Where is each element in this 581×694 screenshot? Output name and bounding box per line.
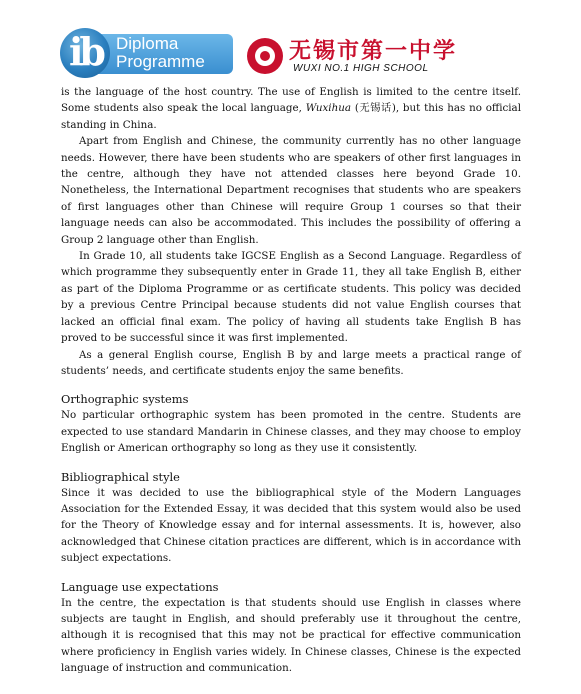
paragraph-grade-10: In Grade 10, all students take IGCSE English as a Second Language. Regardless of which programme they subsequently enter in Grade 11, they all take English B, either as part of the Diploma Programme or as certificate students. This policy was decided by a previous Centre Principal because students did not value English courses that lacked an official final exam. The policy of having all students take English B has proved to be successful since it was first implemented. — [61, 250, 521, 345]
ib-logo-line1: Diploma — [116, 34, 179, 53]
paragraph-orthographic-systems: No particular orthographic system has been promoted in the centre. Students are expected to use standard Mandarin in Chinese classes, and they may choose to employ English or American orthography so long as they use it consistently. — [61, 409, 521, 455]
paragraph-bibliographical-style: Since it was decided to use the bibliographical style of the Modern Languages Association for the Extended Essay, it was decided that this system would also be used for the Theory of Knowledge essay and for internal assessments. It is, however, also acknowledged that Chinese citation practices are different, which is in accordance with subject expectations. — [61, 486, 521, 565]
ib-diploma-logo — [60, 28, 235, 78]
wuxihua-term: Wuxihua — [305, 102, 352, 115]
ib-logo-letters: ib — [69, 29, 103, 74]
paragraph-host-language — [61, 84, 521, 133]
ib-logo-text — [116, 35, 205, 71]
heading-orthographic-systems: Orthographic systems — [61, 392, 189, 407]
paragraph-other-languages: Apart from English and Chinese, the community currently has no other language needs. However, there have been students who are speakers of other first languages in the centre, although they have not attended classes here beyond Grade 10. Nonetheless, the International Department recognises that students who are speakers of first languages other than Chinese will require Group 1 courses so that their language needs can also be accommodated. This includes the possibility of offering a Group 2 language other than English. — [61, 135, 521, 246]
school-emblem-icon — [247, 38, 283, 74]
school-logo — [247, 36, 458, 80]
document-body — [61, 84, 521, 677]
ib-logo-line2: Programme — [116, 52, 205, 71]
paragraph-host-language-after: (无锡话), but this has no official standing in China. — [61, 102, 521, 131]
school-name-chinese: 无锡市第一中学 — [289, 39, 458, 64]
paragraph-language-use-expectations: In the centre, the expectation is that students should use English in classes where subjects are taught in English, and should preferably use it throughout the centre, although it is recognised that this may not be practical for effective communication where proficiency in English varies widely. In Chinese classes, Chinese is the expected language of instruction and communication. — [61, 596, 521, 675]
school-emblem-dot — [260, 51, 270, 61]
page-header — [60, 28, 520, 82]
heading-language-use-expectations: Language use expectations — [61, 579, 219, 594]
school-name-english: WUXI NO.1 HIGH SCHOOL — [293, 63, 429, 74]
paragraph-host-language-before: is the language of the host country. The use of English is limited to the centre itself. Some students also speak the local language, — [61, 86, 521, 115]
paragraph-english-b: As a general English course, English B by and large meets a practical range of students’ needs, and certificate students enjoy the same benefits. — [61, 348, 521, 377]
heading-bibliographical-style: Bibliographical style — [61, 469, 180, 484]
